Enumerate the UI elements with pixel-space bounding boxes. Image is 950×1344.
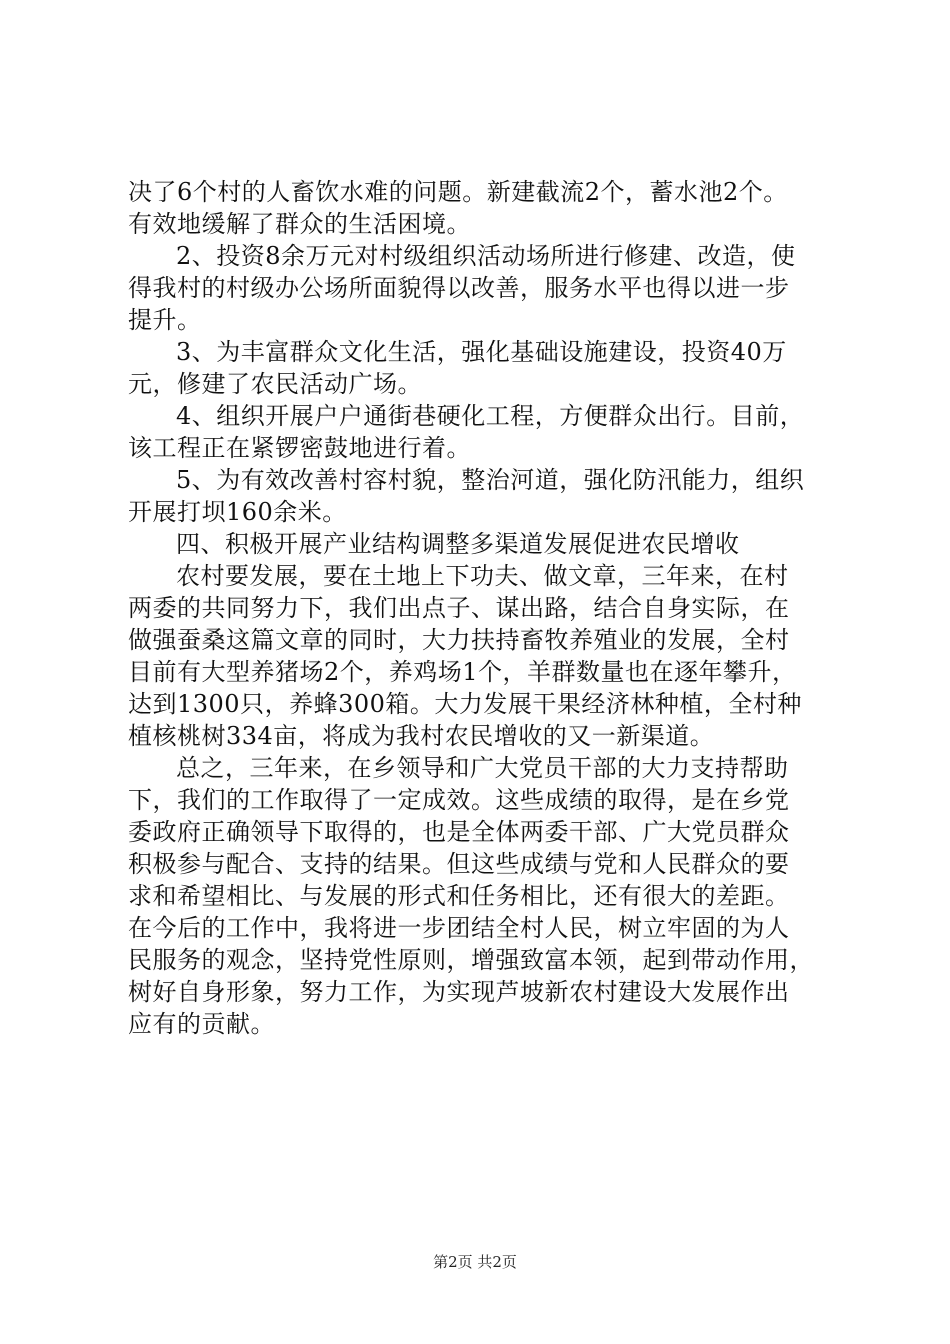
text-line: 植核桃树334亩，将成为我村农民增收的又一新渠道。: [128, 722, 715, 750]
text-line: 四、积极开展产业结构调整多渠道发展促进农民增收: [176, 530, 740, 558]
text-line: 求和希望相比、与发展的形式和任务相比，还有很大的差距。: [128, 882, 790, 910]
text-line: 农村要发展，要在土地上下功夫、做文章，三年来，在村: [176, 562, 789, 590]
text-line: 有效地缓解了群众的生活困境。: [128, 210, 471, 238]
text-line: 4、组织开展户户通街巷硬化工程，方便群众出行。目前，: [176, 402, 805, 430]
text-line: 元，修建了农民活动广场。: [128, 370, 422, 398]
text-line: 决了6个村的人畜饮水难的问题。新建截流2个，蓄水池2个。: [128, 178, 788, 206]
text-line: 5、为有效改善村容村貌，整治河道，强化防汛能力，组织: [176, 466, 805, 494]
text-line: 目前有大型养猪场2个，养鸡场1个，羊群数量也在逐年攀升，: [128, 658, 797, 686]
text-line: 下，我们的工作取得了一定成效。这些成绩的取得，是在乡党: [128, 786, 790, 814]
text-line: 积极参与配合、支持的结果。但这些成绩与党和人民群众的要: [128, 850, 790, 878]
document-body: [128, 176, 833, 1040]
text-line: 做强蚕桑这篇文章的同时，大力扶持畜牧养殖业的发展，全村: [128, 626, 790, 654]
text-line: 应有的贡献。: [128, 1010, 275, 1038]
text-line: 3、为丰富群众文化生活，强化基础设施建设，投资40万: [176, 338, 787, 366]
text-line: 开展打坝160余米。: [128, 498, 347, 526]
text-line: 该工程正在紧锣密鼓地进行着。: [128, 434, 471, 462]
text-line: 树好自身形象，努力工作，为实现芦坡新农村建设大发展作出: [128, 978, 790, 1006]
text-line: 民服务的观念，坚持党性原则，增强致富本领，起到带动作用，: [128, 946, 814, 974]
text-line: 两委的共同努力下，我们出点子、谋出路，结合自身实际，在: [128, 594, 790, 622]
text-line: 在今后的工作中，我将进一步团结全村人民，树立牢固的为人: [128, 914, 790, 942]
text-line: 得我村的村级办公场所面貌得以改善，服务水平也得以进一步: [128, 274, 790, 302]
text-line: 委政府正确领导下取得的，也是全体两委干部、广大党员群众: [128, 818, 790, 846]
text-line: 总之，三年来，在乡领导和广大党员干部的大力支持帮助: [176, 754, 789, 782]
text-line: 达到1300只，养蜂300箱。大力发展干果经济林种植，全村种: [128, 690, 802, 718]
text-line: 提升。: [128, 306, 202, 334]
text-line: 2、投资8余万元对村级组织活动场所进行修建、改造，使: [176, 242, 796, 270]
page-footer: 第2页 共2页: [433, 1253, 517, 1271]
